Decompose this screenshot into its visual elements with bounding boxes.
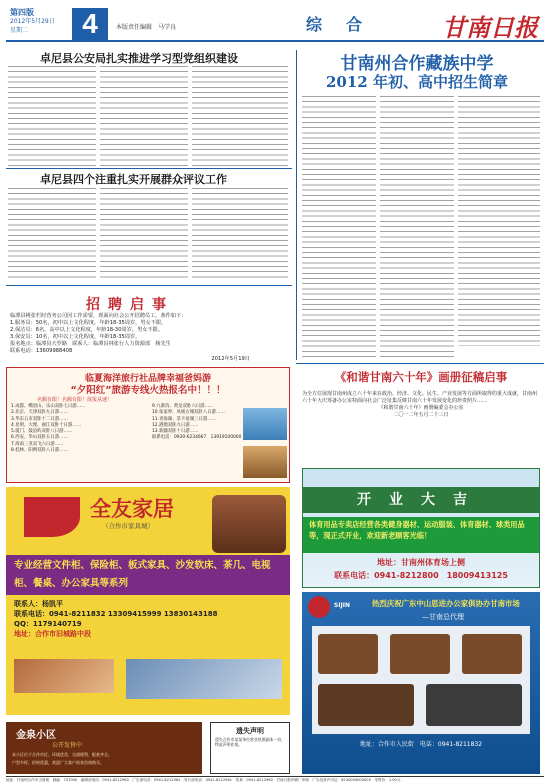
furniture-ad	[6, 487, 290, 715]
travel-ad	[6, 367, 290, 483]
issue-info	[10, 8, 70, 35]
travel-photo	[243, 408, 287, 440]
travel-subtitle: “夕阳红”旅游专线火热报名中！！！	[70, 385, 226, 396]
recruit-intro: 临潭县桃张栏时营务公司因工作需要，现面向社会公开招聘员工，条件如下：	[10, 313, 187, 319]
article-headline-mass-review: 卓尼县四个注重扎实开展群众评议工作	[40, 173, 227, 186]
residential-ad	[6, 722, 202, 774]
furniture-subtitle: （合作市家具城）	[102, 522, 154, 530]
divider	[296, 363, 544, 364]
recruit-title: 招聘启事	[86, 297, 174, 313]
recruit-item: 3.保安员：10名，初中以上文化程度，年龄18-35周岁。	[10, 334, 141, 341]
issue-date: 2012年5月29日	[10, 18, 55, 25]
gd-subtitle: —甘南总代理	[422, 613, 464, 621]
furniture-contact-name: 联系人：杨凯平	[14, 600, 63, 608]
route-item: 10.张家界、凤凰古城双卧八日游……	[152, 410, 225, 416]
flag-icon	[24, 497, 80, 537]
recruit-date: 2012年5月19日	[211, 355, 250, 362]
furniture-business: 专业经营文件柜、保险柜、板式家具、沙发软床、茶几、电视柜、餐桌、办公家具等系列	[14, 560, 271, 589]
furniture-contact	[14, 599, 284, 639]
column-divider	[296, 50, 297, 360]
headline-line-1: 甘南州合作藏族中学	[340, 54, 494, 74]
section-title: 综 合	[306, 15, 367, 34]
album-issuer: 《和谐甘南六十年》画册编委会办公室	[378, 405, 464, 411]
recruit-item: 1.服务员：50名，初中以上文化程度，年龄18-35周岁，男女不限。	[10, 320, 167, 327]
desk-photo	[390, 634, 450, 674]
gd-footer: 地址：合作市人民街 电话：0941-8211832	[359, 741, 483, 748]
recruit-item: 报名地点：临潭县天罗路 联系人：临潭县林张行人力资源部 杨先生	[10, 341, 171, 348]
newspaper-logo: 甘南日报	[442, 13, 538, 42]
route-item: 12.港澳双卧九日游……	[152, 422, 199, 428]
sports-address: 地址：甘南州体育场上侧	[377, 558, 465, 567]
recruit-body	[10, 313, 290, 363]
furniture-address: 地址：合作市旧城路中段	[14, 630, 91, 638]
brand-name: SIJIN	[334, 602, 351, 609]
route-item: 1.成都、峨眉山、乐山双卧七日游……	[11, 404, 86, 409]
route-item: 联系电话：0930-6234667 13919100000	[152, 435, 242, 441]
article-body-col-5	[100, 188, 188, 278]
divider	[6, 285, 292, 286]
product-showcase	[312, 626, 530, 734]
divider	[6, 168, 292, 169]
route-item: 2.北京、天津双卧九日游……	[11, 410, 68, 416]
sofa-photo	[212, 495, 286, 553]
article-body-col-6	[192, 188, 288, 278]
route-item: 3.华东五市双卧十二日游……	[11, 416, 68, 422]
residential-text: 户型多样，价格优惠，欢迎广大客户前来咨询购买。	[12, 760, 104, 765]
route-item: 6.西安、华山双卧五日游……	[11, 435, 68, 441]
route-item: 13.新疆双卧十日游……	[152, 429, 199, 435]
masthead	[6, 6, 544, 42]
desk-photo	[462, 634, 522, 674]
album-body	[302, 391, 540, 419]
sports-banner: 开业大吉	[303, 487, 539, 513]
album-call-notice	[302, 369, 540, 469]
residential-title: 金泉小区	[16, 730, 56, 741]
route-item: 8.桂林、阳朔双卧八日游……	[11, 448, 68, 454]
route-item: 5.厦门、鼓浪屿双卧八日游……	[11, 429, 73, 435]
gd-title: 热烈庆祝广东中山思进办公家俱协办甘南市场	[372, 599, 520, 608]
recruit-item: 2.保洁员：6名，高中以上文化程度，年龄18-30周岁，男女不限。	[10, 327, 164, 334]
showroom-photo	[14, 659, 114, 693]
route-item: 4.昆明、大理、丽江双卧十日游……	[11, 422, 82, 428]
travel-photo	[243, 446, 287, 478]
album-title: 《和谐甘南六十年》画册征稿启事	[334, 370, 508, 384]
travel-urgency: 名额有限！名额有限！欲报从速！	[37, 397, 113, 403]
article-body-col-1	[8, 66, 96, 166]
article-body-col-8	[380, 96, 454, 360]
loss-notice-title: 遗失声明	[236, 727, 264, 735]
office-furniture-ad	[302, 592, 540, 774]
sports-store-ad	[302, 468, 540, 588]
album-text: 为全方位展现甘南州成立六十年来在政治、经济、文化、民生、产业发展等方面所取得的重大成就，甘南州六十年大庆筹备办公室特面向社会广泛征集反映甘南六十年发展变化的珍贵照片……	[302, 391, 538, 404]
article-body-col-7	[302, 96, 376, 360]
loss-notice	[210, 722, 290, 774]
article-body-col-9	[458, 96, 540, 346]
sports-tel: 联系电话：0941-8212800 18009413125	[334, 571, 508, 580]
residential-text: 本小区位于合作市区，环境优美，交通便利，配套齐全。	[12, 752, 112, 757]
chair-photo	[426, 684, 522, 726]
sports-desc: 体育用品专卖店经营各类健身器材、运动服装、体育器材、球类用品等，现正式开业，欢迎新老顾客光临！	[309, 520, 525, 540]
issue-number: 第四版	[10, 8, 34, 17]
article-body-col-2	[100, 66, 188, 166]
furniture-contact-tel: 联系电话：0941-8211832 13309415999 13830143188	[14, 610, 218, 618]
page-footer: 地址：甘南州合作市当周街 邮编：747000 编辑部电话：0941-8212963 广告部电话：0941-8212962 发行部电话：0941-8212961 传真：0941-8212960 甘南日报印刷厂印刷 广告经营许可证：6230004000005 零售价：1.00元	[6, 776, 544, 783]
residential-subtitle: 公开发售中	[52, 742, 83, 749]
desk-photo	[318, 634, 378, 674]
editor-credit: 本版责任编辑 马学良	[116, 24, 177, 31]
brand-logo-icon	[308, 596, 330, 618]
article-headline-tibetan-school	[302, 55, 532, 91]
office-set-photo	[318, 684, 414, 726]
loss-notice-body: 遗失合作市某某单位营业执照副本一份，特此声明作废。	[215, 737, 286, 747]
travel-title: 临夏海洋旅行社品牌幸福爸妈游	[84, 374, 211, 384]
recruit-item: 联系电话：13609988408	[10, 348, 73, 355]
showroom-photo	[126, 659, 282, 699]
article-body-col-3	[192, 66, 288, 166]
furniture-qq: QQ：1179140719	[14, 620, 82, 628]
headline-line-2: 2012 年初、高中招生简章	[326, 73, 508, 91]
travel-routes-left	[11, 404, 147, 454]
article-body-col-4	[8, 188, 96, 278]
route-item: 9.九寨沟、黄龙双卧六日游……	[152, 404, 214, 409]
issue-weekday: 星期二	[10, 27, 29, 34]
article-headline-public-security: 卓尼县公安局扎实推进学习型党组织建设	[40, 52, 238, 65]
page-number-badge: 4	[72, 8, 108, 40]
furniture-title: 全友家居	[90, 496, 174, 521]
album-date: 二〇一二年五月二十三日	[393, 412, 449, 418]
route-item: 7.海南三亚双飞六日游……	[11, 441, 64, 447]
route-item: 11.青海湖、茶卡盐湖三日游……	[152, 416, 217, 422]
